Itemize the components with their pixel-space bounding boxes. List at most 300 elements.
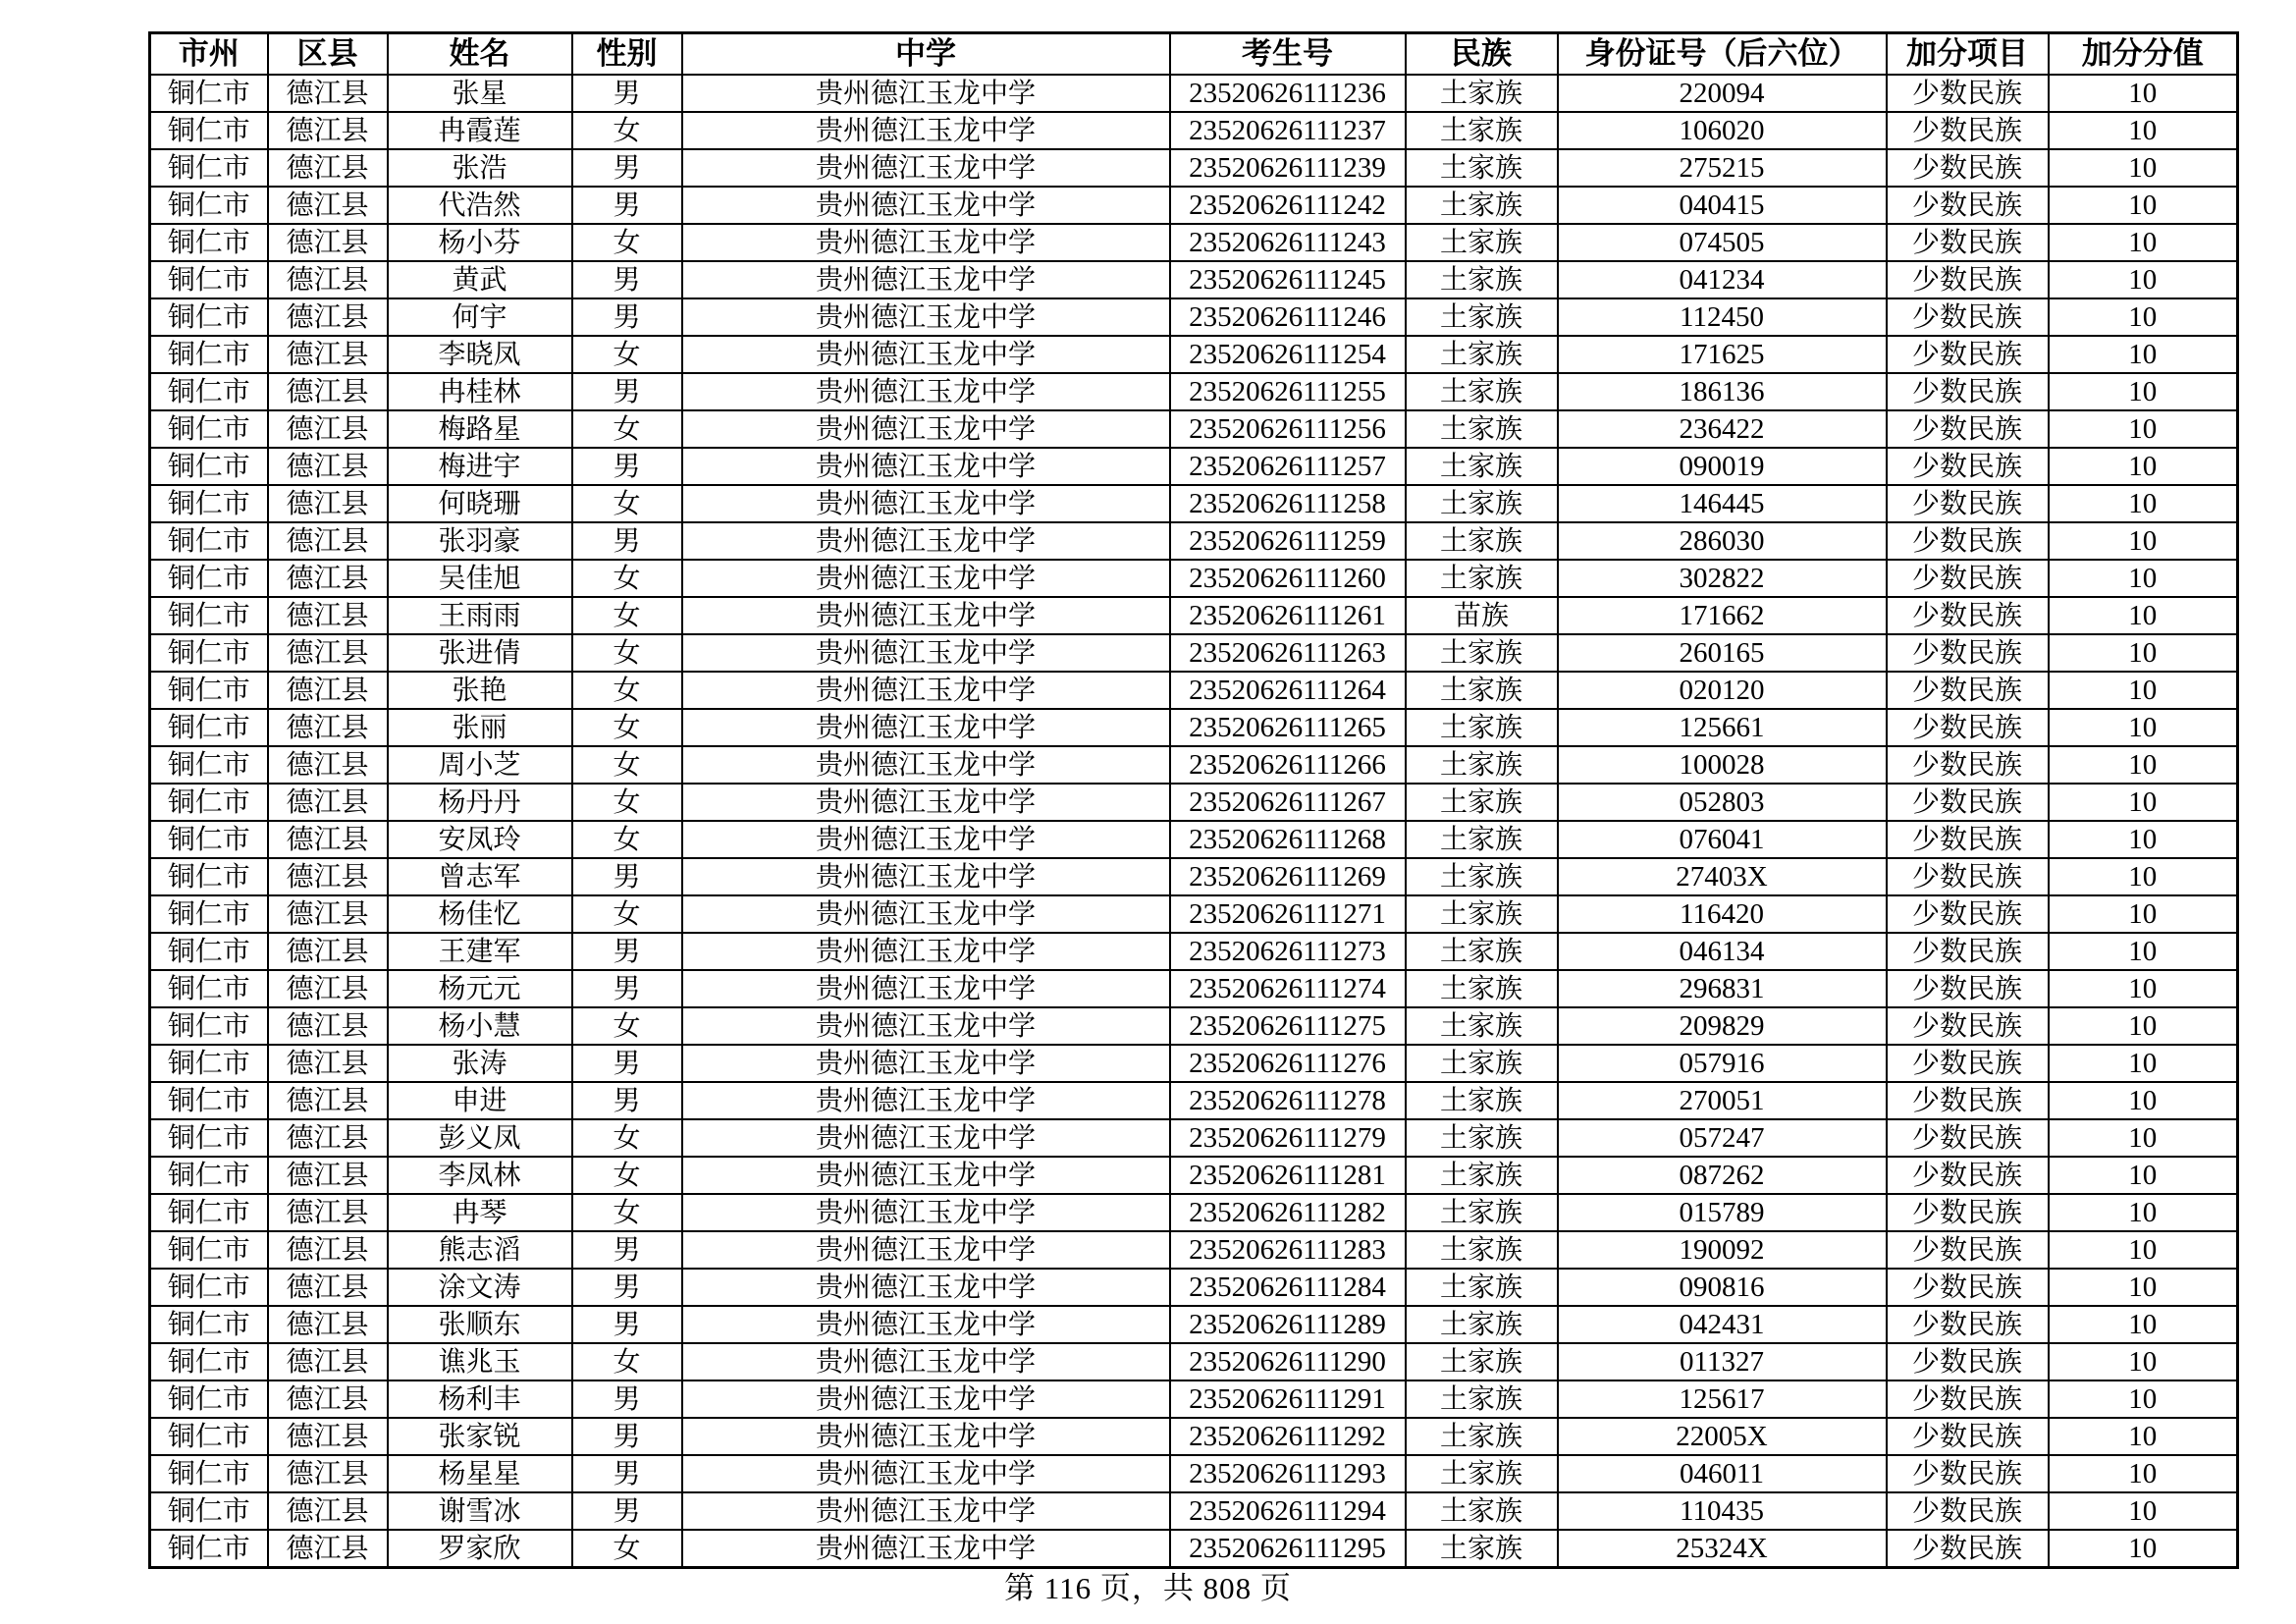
exam-number-cell: 23520626111292 [1170, 1418, 1406, 1455]
county-cell: 德江县 [268, 187, 388, 224]
ethnicity-cell: 土家族 [1406, 858, 1558, 895]
table-body [150, 75, 2238, 1568]
school-cell: 贵州德江玉龙中学 [682, 112, 1170, 149]
city-cell: 铜仁市 [150, 1007, 268, 1045]
city-cell: 铜仁市 [150, 1157, 268, 1194]
name-cell: 张顺东 [388, 1306, 572, 1343]
school-cell: 贵州德江玉龙中学 [682, 1194, 1170, 1231]
gender-cell: 男 [572, 75, 682, 112]
ethnicity-cell: 土家族 [1406, 522, 1558, 560]
ethnicity-cell: 土家族 [1406, 672, 1558, 709]
table-row [150, 821, 2238, 858]
exam-number-cell: 23520626111268 [1170, 821, 1406, 858]
exam-number-cell: 23520626111257 [1170, 448, 1406, 485]
id-last-six-cell: 100028 [1558, 746, 1887, 784]
ethnicity-cell: 土家族 [1406, 709, 1558, 746]
name-cell: 杨小慧 [388, 1007, 572, 1045]
bonus-points-cell: 10 [2049, 1418, 2238, 1455]
id-last-six-cell: 046011 [1558, 1455, 1887, 1492]
name-cell: 张艳 [388, 672, 572, 709]
exam-number-cell: 23520626111295 [1170, 1530, 1406, 1568]
bonus-item-cell: 少数民族 [1887, 485, 2049, 522]
exam-number-cell: 23520626111281 [1170, 1157, 1406, 1194]
bonus-points-cell: 10 [2049, 858, 2238, 895]
ethnicity-cell: 土家族 [1406, 187, 1558, 224]
bonus-points-cell: 10 [2049, 1157, 2238, 1194]
city-cell: 铜仁市 [150, 933, 268, 970]
header-row [150, 33, 2238, 76]
exam-number-cell: 23520626111254 [1170, 336, 1406, 373]
ethnicity-cell: 土家族 [1406, 1530, 1558, 1568]
name-cell: 张家锐 [388, 1418, 572, 1455]
bonus-points-cell: 10 [2049, 298, 2238, 336]
bonus-points-cell: 10 [2049, 970, 2238, 1007]
school-cell: 贵州德江玉龙中学 [682, 1082, 1170, 1119]
city-cell: 铜仁市 [150, 261, 268, 298]
bonus-item-cell: 少数民族 [1887, 709, 2049, 746]
ethnicity-cell: 土家族 [1406, 112, 1558, 149]
gender-cell: 女 [572, 709, 682, 746]
bonus-item-cell: 少数民族 [1887, 1530, 2049, 1568]
school-cell: 贵州德江玉龙中学 [682, 597, 1170, 634]
name-cell: 杨利丰 [388, 1380, 572, 1418]
table-row [150, 784, 2238, 821]
name-cell: 周小芝 [388, 746, 572, 784]
gender-cell: 男 [572, 1045, 682, 1082]
city-cell: 铜仁市 [150, 821, 268, 858]
bonus-points-cell: 10 [2049, 1380, 2238, 1418]
exam-number-cell: 23520626111258 [1170, 485, 1406, 522]
id-last-six-cell: 286030 [1558, 522, 1887, 560]
county-cell: 德江县 [268, 1157, 388, 1194]
id-last-six-cell: 076041 [1558, 821, 1887, 858]
id-last-six-cell: 125617 [1558, 1380, 1887, 1418]
city-cell: 铜仁市 [150, 1231, 268, 1269]
school-cell: 贵州德江玉龙中学 [682, 933, 1170, 970]
school-cell: 贵州德江玉龙中学 [682, 634, 1170, 672]
exam-number-cell: 23520626111237 [1170, 112, 1406, 149]
gender-cell: 男 [572, 1306, 682, 1343]
id-last-six-cell: 040415 [1558, 187, 1887, 224]
ethnicity-cell: 土家族 [1406, 1306, 1558, 1343]
table-row [150, 1380, 2238, 1418]
bonus-item-cell: 少数民族 [1887, 1455, 2049, 1492]
county-cell: 德江县 [268, 1007, 388, 1045]
table-row [150, 1455, 2238, 1492]
gender-cell: 女 [572, 634, 682, 672]
county-cell: 德江县 [268, 821, 388, 858]
county-cell: 德江县 [268, 224, 388, 261]
gender-cell: 女 [572, 560, 682, 597]
gender-cell: 女 [572, 1157, 682, 1194]
gender-cell: 女 [572, 1530, 682, 1568]
name-cell: 申进 [388, 1082, 572, 1119]
exam-number-cell: 23520626111291 [1170, 1380, 1406, 1418]
name-cell: 王建军 [388, 933, 572, 970]
bonus-points-cell: 10 [2049, 1231, 2238, 1269]
ethnicity-cell: 土家族 [1406, 485, 1558, 522]
name-cell: 何晓珊 [388, 485, 572, 522]
bonus-points-cell: 10 [2049, 1269, 2238, 1306]
county-cell: 德江县 [268, 597, 388, 634]
id-last-six-cell: 090816 [1558, 1269, 1887, 1306]
bonus-points-cell: 10 [2049, 1007, 2238, 1045]
exam-number-cell: 23520626111271 [1170, 895, 1406, 933]
gender-cell: 男 [572, 1380, 682, 1418]
bonus-item-cell: 少数民族 [1887, 821, 2049, 858]
table-row [150, 298, 2238, 336]
school-cell: 贵州德江玉龙中学 [682, 1306, 1170, 1343]
bonus-item-cell: 少数民族 [1887, 970, 2049, 1007]
table-row [150, 1082, 2238, 1119]
table-row [150, 373, 2238, 410]
name-cell: 谢雪冰 [388, 1492, 572, 1530]
school-cell: 贵州德江玉龙中学 [682, 261, 1170, 298]
county-cell: 德江县 [268, 560, 388, 597]
county-cell: 德江县 [268, 336, 388, 373]
exam-number-cell: 23520626111245 [1170, 261, 1406, 298]
school-cell: 贵州德江玉龙中学 [682, 1007, 1170, 1045]
table-row [150, 597, 2238, 634]
exam-number-cell: 23520626111283 [1170, 1231, 1406, 1269]
county-cell: 德江县 [268, 1455, 388, 1492]
exam-number-cell: 23520626111239 [1170, 149, 1406, 187]
id-last-six-cell: 125661 [1558, 709, 1887, 746]
name-cell: 杨星星 [388, 1455, 572, 1492]
id-last-six-cell: 057916 [1558, 1045, 1887, 1082]
school-cell: 贵州德江玉龙中学 [682, 373, 1170, 410]
bonus-item-cell: 少数民族 [1887, 1007, 2049, 1045]
ethnicity-cell: 土家族 [1406, 75, 1558, 112]
county-cell: 德江县 [268, 75, 388, 112]
exam-number-cell: 23520626111284 [1170, 1269, 1406, 1306]
city-cell: 铜仁市 [150, 1380, 268, 1418]
county-cell: 德江县 [268, 261, 388, 298]
city-cell: 铜仁市 [150, 895, 268, 933]
gender-cell: 男 [572, 933, 682, 970]
bonus-points-cell: 10 [2049, 1306, 2238, 1343]
name-cell: 熊志滔 [388, 1231, 572, 1269]
ethnicity-cell: 土家族 [1406, 1492, 1558, 1530]
table-row [150, 522, 2238, 560]
bonus-points-cell: 10 [2049, 1455, 2238, 1492]
county-cell: 德江县 [268, 709, 388, 746]
id-last-six-cell: 020120 [1558, 672, 1887, 709]
school-cell: 贵州德江玉龙中学 [682, 746, 1170, 784]
county-cell: 德江县 [268, 784, 388, 821]
name-cell: 王雨雨 [388, 597, 572, 634]
ethnicity-cell: 土家族 [1406, 1194, 1558, 1231]
city-cell: 铜仁市 [150, 1306, 268, 1343]
bonus-points-cell: 10 [2049, 410, 2238, 448]
bonus-points-cell: 10 [2049, 448, 2238, 485]
gender-cell: 男 [572, 448, 682, 485]
city-cell: 铜仁市 [150, 1194, 268, 1231]
table-row [150, 187, 2238, 224]
table-row [150, 224, 2238, 261]
name-cell: 张丽 [388, 709, 572, 746]
bonus-item-cell: 少数民族 [1887, 1045, 2049, 1082]
ethnicity-cell: 土家族 [1406, 634, 1558, 672]
table-row [150, 672, 2238, 709]
ethnicity-cell: 土家族 [1406, 1007, 1558, 1045]
bonus-points-cell: 10 [2049, 112, 2238, 149]
bonus-points-cell: 10 [2049, 709, 2238, 746]
ethnicity-cell: 土家族 [1406, 746, 1558, 784]
table-row [150, 485, 2238, 522]
name-cell: 张进倩 [388, 634, 572, 672]
school-cell: 贵州德江玉龙中学 [682, 1157, 1170, 1194]
bonus-item-cell: 少数民族 [1887, 784, 2049, 821]
bonus-item-cell: 少数民族 [1887, 933, 2049, 970]
exam-number-cell: 23520626111260 [1170, 560, 1406, 597]
id-last-six-cell: 275215 [1558, 149, 1887, 187]
table-row [150, 634, 2238, 672]
ethnicity-cell: 土家族 [1406, 1082, 1558, 1119]
bonus-points-cell: 10 [2049, 261, 2238, 298]
county-cell: 德江县 [268, 672, 388, 709]
id-last-six-cell: 186136 [1558, 373, 1887, 410]
gender-cell: 男 [572, 298, 682, 336]
city-cell: 铜仁市 [150, 485, 268, 522]
bonus-item-cell: 少数民族 [1887, 634, 2049, 672]
column-header-county: 区县 [268, 33, 388, 76]
school-cell: 贵州德江玉龙中学 [682, 821, 1170, 858]
exam-number-cell: 23520626111275 [1170, 1007, 1406, 1045]
ethnicity-cell: 土家族 [1406, 1418, 1558, 1455]
ethnicity-cell: 土家族 [1406, 448, 1558, 485]
school-cell: 贵州德江玉龙中学 [682, 858, 1170, 895]
exam-number-cell: 23520626111263 [1170, 634, 1406, 672]
id-last-six-cell: 090019 [1558, 448, 1887, 485]
bonus-points-cell: 10 [2049, 1343, 2238, 1380]
bonus-item-cell: 少数民族 [1887, 224, 2049, 261]
name-cell: 张涛 [388, 1045, 572, 1082]
column-header-city: 市州 [150, 33, 268, 76]
exam-number-cell: 23520626111294 [1170, 1492, 1406, 1530]
id-last-six-cell: 110435 [1558, 1492, 1887, 1530]
bonus-points-cell: 10 [2049, 560, 2238, 597]
county-cell: 德江县 [268, 112, 388, 149]
county-cell: 德江县 [268, 1082, 388, 1119]
bonus-points-cell: 10 [2049, 149, 2238, 187]
exam-number-cell: 23520626111290 [1170, 1343, 1406, 1380]
city-cell: 铜仁市 [150, 1530, 268, 1568]
table-row [150, 1306, 2238, 1343]
county-cell: 德江县 [268, 1269, 388, 1306]
gender-cell: 男 [572, 1231, 682, 1269]
bonus-item-cell: 少数民族 [1887, 672, 2049, 709]
gender-cell: 男 [572, 1082, 682, 1119]
id-last-six-cell: 015789 [1558, 1194, 1887, 1231]
exam-number-cell: 23520626111242 [1170, 187, 1406, 224]
exam-number-cell: 23520626111264 [1170, 672, 1406, 709]
city-cell: 铜仁市 [150, 448, 268, 485]
bonus-points-cell: 10 [2049, 1045, 2238, 1082]
id-last-six-cell: 116420 [1558, 895, 1887, 933]
city-cell: 铜仁市 [150, 970, 268, 1007]
gender-cell: 女 [572, 1119, 682, 1157]
name-cell: 杨丹丹 [388, 784, 572, 821]
county-cell: 德江县 [268, 1418, 388, 1455]
table-row [150, 709, 2238, 746]
table-row [150, 746, 2238, 784]
bonus-item-cell: 少数民族 [1887, 522, 2049, 560]
bonus-points-cell: 10 [2049, 1119, 2238, 1157]
id-last-six-cell: 046134 [1558, 933, 1887, 970]
bonus-item-cell: 少数民族 [1887, 1306, 2049, 1343]
bonus-item-cell: 少数民族 [1887, 1194, 2049, 1231]
column-header-bonus-item: 加分项目 [1887, 33, 2049, 76]
county-cell: 德江县 [268, 298, 388, 336]
name-cell: 杨元元 [388, 970, 572, 1007]
bonus-item-cell: 少数民族 [1887, 298, 2049, 336]
exam-number-cell: 23520626111236 [1170, 75, 1406, 112]
name-cell: 谯兆玉 [388, 1343, 572, 1380]
school-cell: 贵州德江玉龙中学 [682, 784, 1170, 821]
county-cell: 德江县 [268, 933, 388, 970]
gender-cell: 女 [572, 1194, 682, 1231]
id-last-six-cell: 27403X [1558, 858, 1887, 895]
table-row [150, 1157, 2238, 1194]
city-cell: 铜仁市 [150, 858, 268, 895]
bonus-points-cell: 10 [2049, 895, 2238, 933]
table-row [150, 1269, 2238, 1306]
bonus-points-cell: 10 [2049, 821, 2238, 858]
school-cell: 贵州德江玉龙中学 [682, 149, 1170, 187]
table-row [150, 1231, 2238, 1269]
table-row [150, 448, 2238, 485]
bonus-points-cell: 10 [2049, 1492, 2238, 1530]
id-last-six-cell: 25324X [1558, 1530, 1887, 1568]
county-cell: 德江县 [268, 410, 388, 448]
table-row [150, 1045, 2238, 1082]
column-header-exam-number: 考生号 [1170, 33, 1406, 76]
id-last-six-cell: 22005X [1558, 1418, 1887, 1455]
bonus-points-cell: 10 [2049, 746, 2238, 784]
city-cell: 铜仁市 [150, 634, 268, 672]
bonus-points-cell: 10 [2049, 336, 2238, 373]
county-cell: 德江县 [268, 634, 388, 672]
name-cell: 冉琴 [388, 1194, 572, 1231]
bonus-item-cell: 少数民族 [1887, 1082, 2049, 1119]
school-cell: 贵州德江玉龙中学 [682, 1119, 1170, 1157]
name-cell: 梅路星 [388, 410, 572, 448]
table-row [150, 858, 2238, 895]
bonus-item-cell: 少数民族 [1887, 560, 2049, 597]
ethnicity-cell: 土家族 [1406, 261, 1558, 298]
school-cell: 贵州德江玉龙中学 [682, 1530, 1170, 1568]
bonus-item-cell: 少数民族 [1887, 858, 2049, 895]
name-cell: 彭义凤 [388, 1119, 572, 1157]
gender-cell: 男 [572, 1455, 682, 1492]
county-cell: 德江县 [268, 1231, 388, 1269]
city-cell: 铜仁市 [150, 1269, 268, 1306]
ethnicity-cell: 土家族 [1406, 933, 1558, 970]
county-cell: 德江县 [268, 1306, 388, 1343]
id-last-six-cell: 190092 [1558, 1231, 1887, 1269]
bonus-item-cell: 少数民族 [1887, 1380, 2049, 1418]
bonus-points-cell: 10 [2049, 1082, 2238, 1119]
id-last-six-cell: 209829 [1558, 1007, 1887, 1045]
county-cell: 德江县 [268, 1492, 388, 1530]
county-cell: 德江县 [268, 373, 388, 410]
ethnicity-cell: 土家族 [1406, 784, 1558, 821]
table-row [150, 410, 2238, 448]
ethnicity-cell: 土家族 [1406, 224, 1558, 261]
column-header-gender: 性别 [572, 33, 682, 76]
name-cell: 罗家欣 [388, 1530, 572, 1568]
gender-cell: 男 [572, 149, 682, 187]
exam-number-cell: 23520626111265 [1170, 709, 1406, 746]
gender-cell: 女 [572, 410, 682, 448]
city-cell: 铜仁市 [150, 746, 268, 784]
county-cell: 德江县 [268, 149, 388, 187]
gender-cell: 男 [572, 858, 682, 895]
gender-cell: 女 [572, 224, 682, 261]
ethnicity-cell: 土家族 [1406, 1269, 1558, 1306]
ethnicity-cell: 土家族 [1406, 373, 1558, 410]
ethnicity-cell: 土家族 [1406, 1045, 1558, 1082]
city-cell: 铜仁市 [150, 1045, 268, 1082]
ethnicity-cell: 土家族 [1406, 1119, 1558, 1157]
id-last-six-cell: 220094 [1558, 75, 1887, 112]
column-header-name: 姓名 [388, 33, 572, 76]
city-cell: 铜仁市 [150, 1343, 268, 1380]
table-row [150, 1492, 2238, 1530]
county-cell: 德江县 [268, 485, 388, 522]
id-last-six-cell: 112450 [1558, 298, 1887, 336]
column-header-bonus-points: 加分分值 [2049, 33, 2238, 76]
school-cell: 贵州德江玉龙中学 [682, 224, 1170, 261]
exam-number-cell: 23520626111255 [1170, 373, 1406, 410]
exam-number-cell: 23520626111259 [1170, 522, 1406, 560]
gender-cell: 女 [572, 597, 682, 634]
county-cell: 德江县 [268, 1045, 388, 1082]
name-cell: 冉霞莲 [388, 112, 572, 149]
id-last-six-cell: 171662 [1558, 597, 1887, 634]
city-cell: 铜仁市 [150, 1082, 268, 1119]
county-cell: 德江县 [268, 1530, 388, 1568]
gender-cell: 女 [572, 336, 682, 373]
city-cell: 铜仁市 [150, 224, 268, 261]
id-last-six-cell: 041234 [1558, 261, 1887, 298]
bonus-points-cell: 10 [2049, 672, 2238, 709]
county-cell: 德江县 [268, 746, 388, 784]
ethnicity-cell: 土家族 [1406, 1455, 1558, 1492]
exam-number-cell: 23520626111273 [1170, 933, 1406, 970]
name-cell: 杨佳忆 [388, 895, 572, 933]
id-last-six-cell: 260165 [1558, 634, 1887, 672]
school-cell: 贵州德江玉龙中学 [682, 522, 1170, 560]
bonus-item-cell: 少数民族 [1887, 149, 2049, 187]
bonus-points-cell: 10 [2049, 224, 2238, 261]
ethnicity-cell: 土家族 [1406, 895, 1558, 933]
table-row [150, 75, 2238, 112]
table-row [150, 970, 2238, 1007]
exam-number-cell: 23520626111261 [1170, 597, 1406, 634]
city-cell: 铜仁市 [150, 560, 268, 597]
page-footer: 第 116 页，共 808 页 [1004, 1571, 1292, 1605]
county-cell: 德江县 [268, 895, 388, 933]
bonus-item-cell: 少数民族 [1887, 746, 2049, 784]
county-cell: 德江县 [268, 1194, 388, 1231]
city-cell: 铜仁市 [150, 1418, 268, 1455]
gender-cell: 女 [572, 784, 682, 821]
bonus-item-cell: 少数民族 [1887, 261, 2049, 298]
ethnicity-cell: 土家族 [1406, 970, 1558, 1007]
city-cell: 铜仁市 [150, 597, 268, 634]
